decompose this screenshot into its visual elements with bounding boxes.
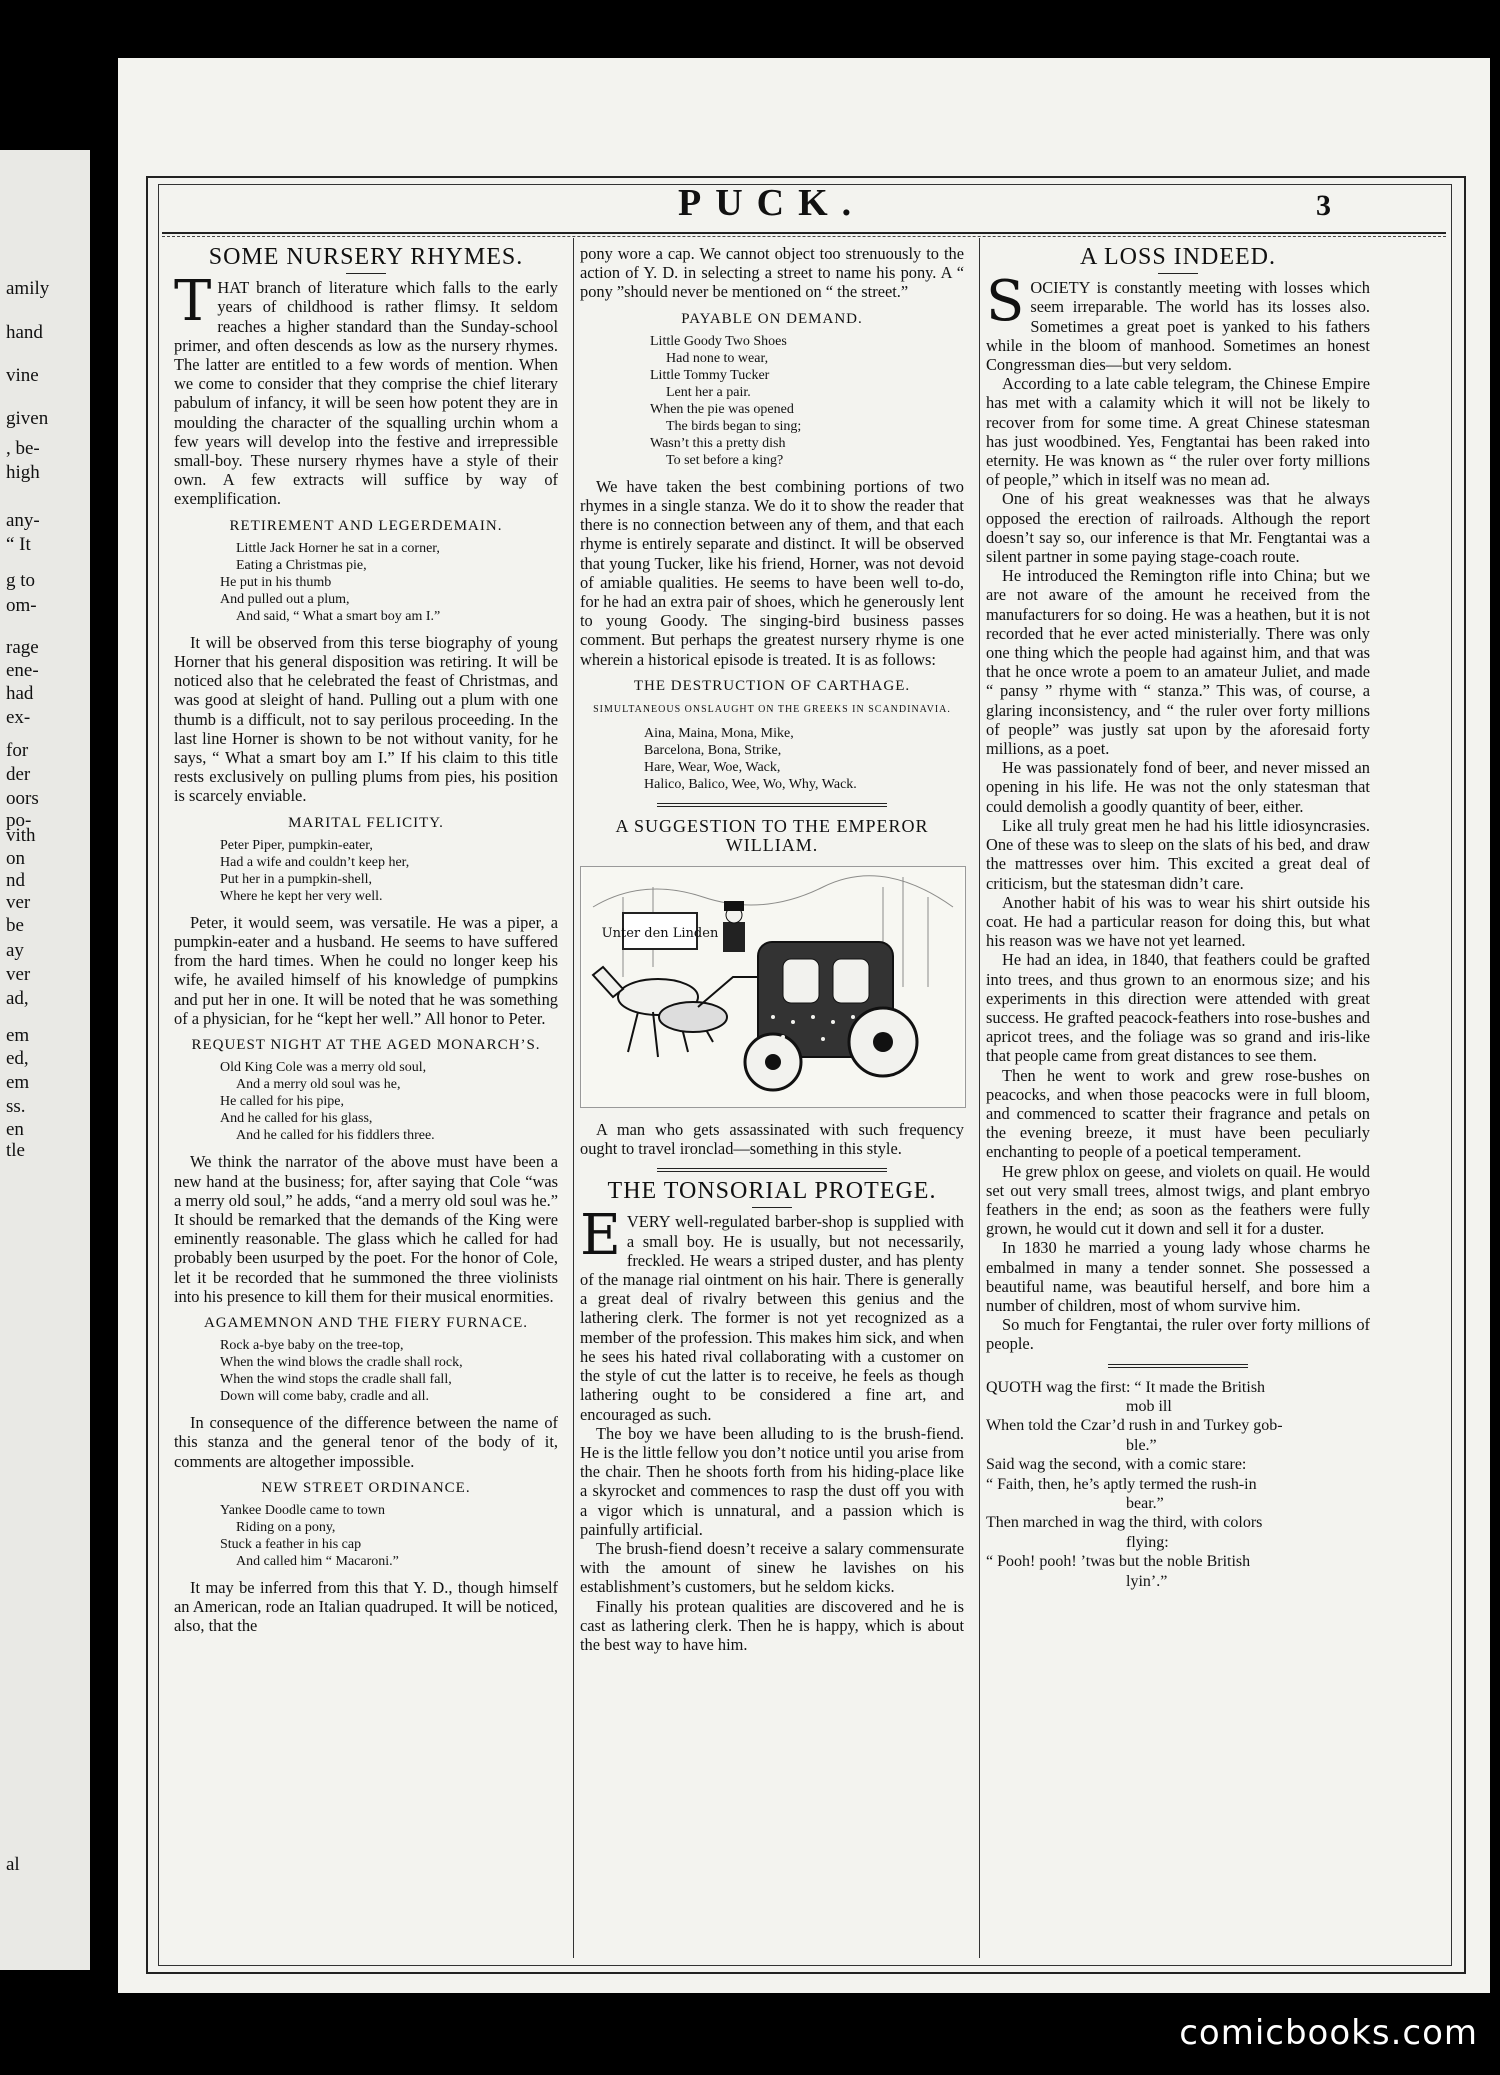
poem-line: bear.” <box>1126 1495 1164 1513</box>
poem-line: “ Faith, then, he’s aptly termed the rush-in <box>986 1475 1257 1493</box>
left-page-fragment: vith <box>6 825 36 846</box>
poem-line: “ Pooh! pooh! ’twas but the noble British <box>986 1553 1251 1571</box>
left-page-fragment: had <box>6 683 34 704</box>
heading-rule <box>1158 273 1198 274</box>
paragraph: Like all truly great men he had his little idiosyncrasies. One of these was to sleep on the slats of his bed, and draw the mattresses over him. This excited a great deal of criticism, but the statesman didn’t care. <box>986 815 1370 893</box>
paragraph: We have taken the best combining portions of two rhymes in a single stanza. We do it to show the reader that there is no connection between any of them, and that each rhyme is entirely separate and distinct. It will be observed that young Tucker, like his friend, Horner, was not devoid of amiable qualities. He seems to have been well to-do, for he had an extra pair of shoes, which he generously lent to young Goody. The singing-bird business passes comment. But perhaps the greatest nursery rhyme is one wherein a historical episode is treated. It is as follows: <box>580 476 964 669</box>
left-page-fragment: ver <box>6 964 31 985</box>
left-page-fragment: nd <box>6 870 25 891</box>
rhyme-title: PAYABLE ON DEMAND. <box>681 310 863 327</box>
left-page-fragment: ene- <box>6 660 39 681</box>
rhyme-title: AGAMEMNON AND THE FIERY FURNACE. <box>203 1314 529 1331</box>
left-page-fragment: der <box>6 764 31 785</box>
rhyme-title: MARITAL FELICITY. <box>288 814 444 831</box>
column-divider <box>979 238 980 1958</box>
paragraph: We think the narrator of the above must have been a new hand at the business; for, after saying that Cole “was a merry old soul,” he adds, “and a merry old soul was he.” It should be remarked that the demands of the King were eminently reasonable. The glass which he called for had probably been usurped by the poet. For the honor of Cole, let it be recorded that he summoned the three violinists into his presence to kill them for their musical enormities. <box>174 1152 558 1306</box>
verse <box>580 333 964 469</box>
section-separator <box>657 1168 887 1172</box>
left-facing-page <box>0 150 90 1970</box>
poem-line: Said wag the second, with a comic stare: <box>986 1456 1247 1474</box>
left-page-fragment: ed, <box>6 1048 29 1069</box>
masthead-title: PUCK. <box>678 182 866 224</box>
left-page-fragment: po- <box>6 810 32 831</box>
verse-line: Hare, Wear, Woe, Wack, <box>644 760 781 776</box>
left-page-fragment: on <box>6 848 25 869</box>
verse-line: To set before a king? <box>666 452 784 468</box>
article-heading: SOME NURSERY RHYMES. <box>208 244 524 270</box>
verse-line: When the wind blows the cradle shall rock, <box>220 1355 463 1371</box>
paragraph: It may be inferred from this that Y. D., though himself an American, rode an Italian quadruped. It will be noticed, also, that the <box>174 1577 558 1636</box>
paragraph <box>986 269 1370 375</box>
verse <box>174 540 558 625</box>
left-page-fragment: ss. <box>6 1096 26 1117</box>
verse <box>174 1059 558 1144</box>
verse-line: Eating a Christmas pie, <box>236 557 367 573</box>
section-separator <box>1108 1364 1248 1368</box>
verse-line: And he called for his fiddlers three. <box>236 1128 435 1144</box>
rhyme-title: REQUEST NIGHT AT THE AGED MONARCH’S. <box>191 1037 541 1054</box>
left-page-fragment: ver <box>6 892 31 913</box>
paragraph: In 1830 he married a young lady whose charms he embalmed in many a tender sonnet. She possessed a beautiful name, was beautiful herself, and bore him a number of children, most of whom survive him. <box>986 1238 1370 1315</box>
header-rule <box>162 232 1446 234</box>
verse-line: Put her in a pumpkin-shell, <box>220 871 373 887</box>
drop-cap: E <box>580 1203 621 1269</box>
newspaper-page <box>118 58 1490 1993</box>
rhyme-title: THE DESTRUCTION OF CARTHAGE. <box>633 677 911 694</box>
left-page-fragment: for <box>6 740 29 761</box>
verse-line: Stuck a feather in his cap <box>220 1536 362 1552</box>
verse-line: Peter Piper, pumpkin-eater, <box>220 837 373 853</box>
paragraph: Finally his protean qualities are discovered and he is cast as lathering clerk. Then he is happy, which is about the best way to have him. <box>580 1596 964 1654</box>
column-divider <box>573 238 574 1958</box>
left-page-fragment: em <box>6 1072 30 1093</box>
verse-line: Lent her a pair. <box>666 384 751 400</box>
left-page-fragment: amily <box>6 278 50 299</box>
verse-line: And called him “ Macaroni.” <box>236 1553 399 1569</box>
verse-line: Old King Cole was a merry old soul, <box>220 1060 427 1076</box>
paragraph: Peter, it would seem, was versatile. He was a piper, a pumpkin-eater and a husband. He seems to have suffered from the hard times. When he could no longer keep his wife, he availed himself of his knowledge of pumpkins and put her in one. It will be noted that he was something of a physician, for he “kept her well.” All honor to Peter. <box>174 912 558 1028</box>
wag-poem <box>986 1378 1370 1591</box>
left-page-fragment: al <box>6 1854 20 1875</box>
left-page-fragment: , be- <box>6 438 40 459</box>
coachman <box>723 901 745 952</box>
poem-line: flying: <box>1126 1533 1169 1551</box>
poem-line: mob ill <box>1126 1397 1172 1415</box>
poem-line: QUOTH wag the first: “ It made the British <box>986 1378 1266 1396</box>
left-page-fragment: hand <box>6 322 43 343</box>
heading-rule <box>752 1207 792 1208</box>
verse <box>174 1502 558 1570</box>
left-page-fragment: tle <box>6 1140 25 1161</box>
section-separator <box>657 803 887 807</box>
header-rule-dashed <box>162 236 1446 237</box>
column-2 <box>580 244 964 1654</box>
verse-line: Where he kept her very well. <box>220 888 383 904</box>
verse-line: And a merry old soul was he, <box>236 1077 401 1093</box>
paragraph-text: VERY well-regulated barber-shop is supplied with a small boy. He is usually, but not necessarily, freckled. He wears a striped duster, and has plenty of the manage rial ointment on his hair. There is generally a great deal of rivalry between this genius and the lathering clerk. The former is not yet recognized as a member of the profession. This makes him sick, and when he sees his hated rival collaborating with a customer on the style of cut the latter is to receive, he feels as though lathering ought to be considered a fine art, and encouraged as such. <box>580 1212 964 1424</box>
left-page-fragment: g to <box>6 570 36 591</box>
verse-line: And pulled out a plum, <box>220 591 350 607</box>
left-page-fragment: given <box>6 408 49 429</box>
verse-line: Little Jack Horner he sat in a corner, <box>236 540 440 556</box>
paragraph-text: HAT branch of literature which falls to the early years of childhood is rather flimsy. It seldom reaches a higher standard than the Sunday-school primer, and often descends as low as the nursery rhymes. The latter are entitled to a few words of mention. When we come to consider that they comprise the chief literary pabulum of infancy, it will be seen how potent they are in moulding the character of the squalling urchin whom a few years will develop into the festive and irrepressible small-boy. These nursery rhymes have a style of their own. A few extracts will suffice by way of exemplification. <box>174 278 558 509</box>
paragraph: pony wore a cap. We cannot object too strenuously to the action of Y. D. in selecting a street to name his pony. A “ pony ”should never be mentioned on “ the street.” <box>580 244 964 302</box>
verse-line: He called for his pipe, <box>220 1094 345 1110</box>
left-page-fragment: ay <box>6 940 24 961</box>
verse-line: Little Tommy Tucker <box>650 367 770 383</box>
paragraph: He introduced the Remington rifle into China; but we are not aware of the amount he received from the manufacturers for so doing. He was a heathen, but it is not recorded that he ever acted ministerially. There was only one thing which the people had against him, and that was that he once wrote a poem to an amateur Juliet, and made “ pansy ” rhyme with “ stanza.” This was, of course, a glaring inconsistency, and “ the ruler over forty millions of people” was justly sat upon by the aforesaid forty millions, as a poet. <box>986 566 1370 759</box>
paragraph: Then he went to work and grew rose-bushes on peacocks, and when those peacocks were in full bloom, and commenced to scatter their fragrance and petals on the evening breeze, it must have been peculiarly enchanting to people of a poetical temperament. <box>986 1065 1370 1162</box>
verse-line: Riding on a pony, <box>236 1519 336 1535</box>
left-page-fragment: high <box>6 462 40 483</box>
left-page-fragment: om- <box>6 595 37 616</box>
paragraph: According to a late cable telegram, the Chinese Empire has met with a calamity which it will not be likely to recover from for some time. A great Chinese statesman has just woodbined. Yes, Fengtantai has been raked into eternity. He was known as “ the ruler over forty millions of people,” which in itself was no mean ad. <box>986 374 1370 490</box>
verse <box>580 725 964 793</box>
verse-line: When the wind stops the cradle shall fall, <box>220 1372 452 1388</box>
article-heading: A LOSS INDEED. <box>1079 244 1276 270</box>
street-sign-text: Unter den Linden <box>601 925 719 941</box>
column-1 <box>174 244 558 1636</box>
verse-line: Had none to wear, <box>666 350 769 366</box>
paragraph: He had an idea, in 1840, that feathers could be grafted into trees, and thus grown to an enormous size; and his experiments in this direction were attended with great success. He grafted peacock-feathers into rose-bushes and apricot trees, and the foliage was so grand and iris-like that people came from great distances to see them. <box>986 950 1370 1066</box>
verse-line: And he called for his glass, <box>220 1111 373 1127</box>
paragraph: The brush-fiend doesn’t receive a salary commensurate with the amount of sinew he lavishes on his establishment’s customers, but he seldom kicks. <box>580 1538 964 1597</box>
verse-line: The birds began to sing; <box>666 418 802 434</box>
poem-line: When told the Czar’d rush in and Turkey gob- <box>986 1417 1283 1435</box>
paragraph-text: OCIETY is constantly meeting with losses which seem irreparable. The world has its losses also. Sometimes a great poet is yanked to his fathers while in the bloom of manhood. Sometimes an honest Congressman dies—but very seldom. <box>986 278 1370 375</box>
verse-line: Had a wife and couldn’t keep her, <box>220 854 410 870</box>
left-page-fragment: rage <box>6 637 39 658</box>
paragraph: One of his great weaknesses was that he always opposed the erection of railroads. Although the report doesn’t say so, our inference is that Mr. Fengtantai was a silent partner in some paying stage-coach route. <box>986 489 1370 567</box>
left-page-fragment: “ It <box>6 534 31 555</box>
paragraph: Another habit of his was to wear his shirt outside his coat. He had a particular reason for doing this, but what his reason was we have not yet learned. <box>986 892 1370 951</box>
verse-line: Yankee Doodle came to town <box>220 1502 385 1518</box>
poem-line: Then marched in wag the third, with colors <box>986 1514 1263 1532</box>
watermark: comicbooks.com <box>1179 2013 1478 2053</box>
drop-cap: S <box>986 269 1025 335</box>
caption: A man who gets assassinated with such frequency ought to travel ironclad—something in this style. <box>580 1119 964 1159</box>
paragraph: So much for Fengtantai, the ruler over forty millions of people. <box>986 1315 1370 1354</box>
verse-line: Halico, Balico, Wee, Wo, Why, Wack. <box>644 777 857 793</box>
poem-line: ble.” <box>1126 1436 1157 1454</box>
verse-line: Rock a-bye baby on the tree-top, <box>220 1338 404 1354</box>
verse-line: Wasn’t this a pretty dish <box>650 435 786 451</box>
heading-rule <box>346 273 386 274</box>
left-page-fragment: en <box>6 1119 24 1140</box>
paragraph: He was passionately fond of beer, and never missed an opening in his life. He was not the only statesman that could demolish a goodly quantity of beer, either. <box>986 758 1370 816</box>
left-page-fragment: any- <box>6 510 40 531</box>
paragraph: It will be observed from this terse biography of young Horner that his general disposition was retiring. It will be noticed also that he celebrated the feast of Christmas, and was good at sleight of hand. Pulling out a plum with one thumb is a difficult, not to say perilous proceeding. In the last line Horner is shown to be not without vanity, for he says, “ What a smart boy am I.” If his claim to this title rests exclusively on pulling plums from pies, his position is scarcely enviable. <box>174 632 558 806</box>
left-page-fragment: ad, <box>6 988 29 1009</box>
article-heading: A SUGGESTION TO THE EMPEROR WILLIAM. <box>615 816 929 856</box>
verse <box>174 1337 558 1405</box>
verse-line: Barcelona, Bona, Strike, <box>644 743 782 759</box>
verse-line: He put in his thumb <box>220 574 332 590</box>
verse-line: Little Goody Two Shoes <box>650 333 787 349</box>
ironclad-carriage-illustration <box>580 866 966 1108</box>
rhyme-subtitle: SIMULTANEOUS ONSLAUGHT ON THE GREEKS IN SCANDINAVIA. <box>593 704 951 716</box>
paragraph: The boy we have been alluding to is the brush-fiend. He is the little fellow you don’t notice until you arise from the chair. Then he shoots forth from his hiding-place like a skyrocket and commences to rasp the dust off you with a vigor which is unnatural, and a passion which is painfully artificial. <box>580 1423 964 1539</box>
paragraph: In consequence of the difference between the name of this stanza and the general tenor of the body of it, comments are altogether impossible. <box>174 1413 558 1471</box>
paragraph <box>174 269 558 509</box>
left-page-fragment: ex- <box>6 707 31 728</box>
article-heading: THE TONSORIAL PROTEGE. <box>607 1178 937 1205</box>
rhyme-title: NEW STREET ORDINANCE. <box>261 1479 471 1496</box>
drop-cap: T <box>174 269 212 335</box>
verse-line: When the pie was opened <box>650 401 794 417</box>
left-page-fragment: be <box>6 915 24 936</box>
poem-line: lyin’.” <box>1126 1572 1168 1590</box>
page-number: 3 <box>1316 189 1331 222</box>
rhyme-title: RETIREMENT AND LEGERDEMAIN. <box>229 517 503 534</box>
verse-line: Aina, Maina, Mona, Mike, <box>644 726 794 742</box>
verse-line: And said, “ What a smart boy am I.” <box>236 608 441 624</box>
paragraph <box>580 1203 964 1424</box>
verse <box>174 837 558 905</box>
paragraph: He grew phlox on geese, and violets on quail. He would set out very small trees, almost twigs, and plant embryo feathers in the end; as soon as the feathers were fully grown, he would cut it down and sell it for a duster. <box>986 1161 1370 1239</box>
verse-line: Down will come baby, cradle and all. <box>220 1389 430 1405</box>
left-page-fragment: em <box>6 1025 30 1046</box>
left-page-fragment: vine <box>6 365 39 386</box>
column-3 <box>986 244 1370 1591</box>
left-page-fragment: oors <box>6 788 39 809</box>
